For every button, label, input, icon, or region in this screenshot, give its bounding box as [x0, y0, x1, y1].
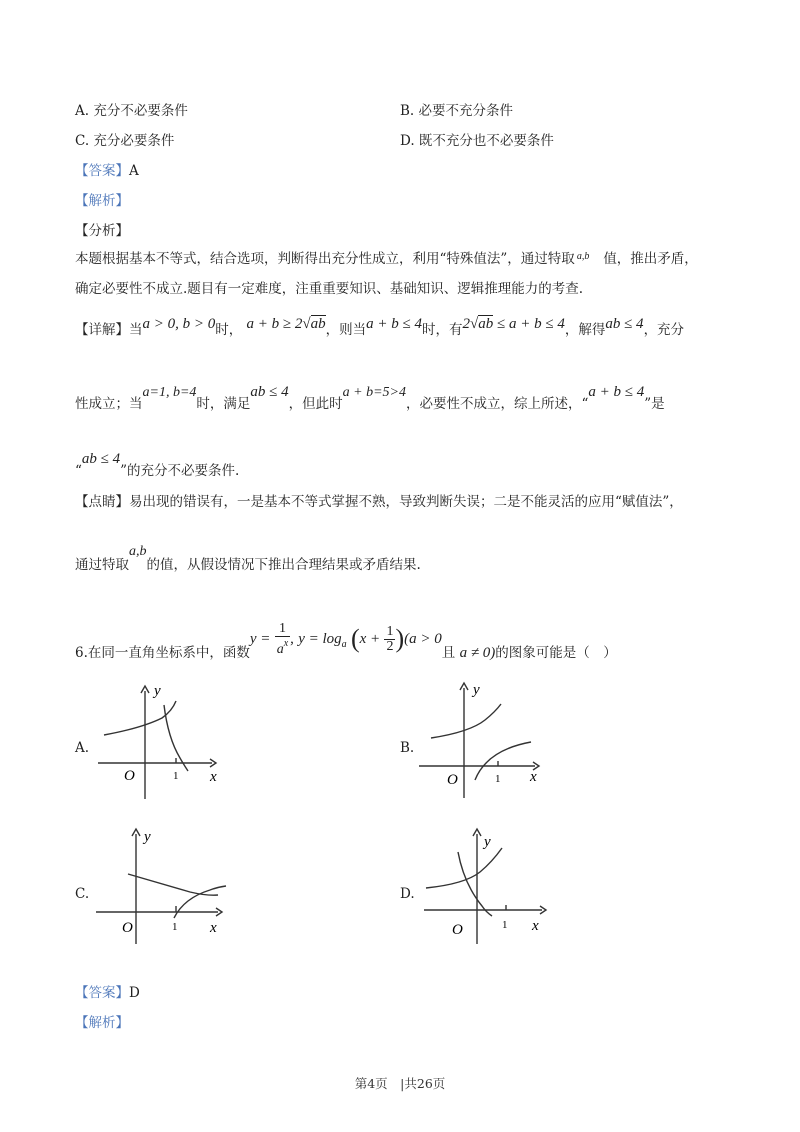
math-cond1: a > 0, b > 0: [142, 316, 216, 332]
svg-text:x: x: [530, 769, 537, 785]
detail-text: 是: [651, 396, 665, 412]
svg-text:1: 1: [173, 770, 179, 782]
svg-text:x: x: [210, 769, 217, 785]
q5-detail-line2: [75, 384, 665, 412]
detail-text: 时，有: [422, 322, 463, 338]
svg-text:x: x: [210, 920, 217, 936]
q5-fenxi-tag: 【分析】: [75, 223, 129, 239]
dianjing-text: 的值，从假设情况下推出合理结果或矛盾结果.: [146, 557, 421, 573]
quote-close: ”: [644, 396, 652, 412]
q6-option-c-label: C.: [75, 886, 90, 902]
detail-text: ，则当: [325, 322, 367, 338]
q5-option-a: A. 充分不必要条件: [75, 103, 188, 119]
svg-text:O: O: [447, 772, 458, 788]
svg-text:y: y: [144, 829, 151, 845]
q6-option-d-label: D.: [400, 886, 415, 902]
q5-option-b: B. 必要不充分条件: [400, 103, 514, 119]
answer-value: A: [129, 163, 139, 179]
answer-value: D: [129, 985, 140, 1001]
detail-text: 性成立；当: [75, 396, 143, 412]
math-ab: ab ≤ 4: [250, 384, 289, 400]
q6-graph-d: [420, 826, 560, 946]
math-ineq1: a + b ≥ 2√ab: [246, 316, 326, 332]
math-vals: a=1, b=4: [142, 385, 197, 400]
stem-text: 6.在同一直角坐标系中，函数: [75, 645, 250, 661]
q5-detail-line3: [75, 451, 239, 479]
q5-option-d: D. 既不充分也不必要条件: [400, 133, 554, 149]
svg-text:x: x: [532, 918, 539, 934]
svg-text:O: O: [122, 920, 133, 936]
detail-text: 时，: [215, 322, 243, 338]
svg-text:y: y: [154, 683, 161, 699]
q5-fenxi-line2: 确定必要性不成立.题目有一定难度，注重重要知识、基础知识、逻辑推理能力的考查.: [75, 281, 584, 297]
detail-text: 的充分不必要条件.: [127, 463, 240, 479]
dianjing-tag: 【点睛】: [75, 494, 129, 510]
detail-text: ，但此时: [288, 396, 343, 412]
q6-stem: [75, 622, 617, 662]
math-sum: a + b=5>4: [342, 385, 406, 400]
q5-dianjing: [75, 490, 683, 510]
quote-open: “: [581, 396, 589, 412]
math-cond2: a ≠ 0): [459, 645, 496, 661]
math-functions: y = $\frac{1}{a^x}$ , $y = \log_a (x$ + $\frac{1}{2}$ )(a > 0: [249, 621, 442, 657]
dianjing-text: 易出现的错误有，一是基本不等式掌握不熟，导致判断失误；二是不能灵活的应用“赋值法”，: [129, 494, 683, 510]
math-sum2: a + b ≤ 4: [588, 384, 645, 400]
detail-tag: 【详解】: [75, 322, 129, 338]
q5-answer: [75, 159, 139, 179]
fenxi-text-b: 值，推出矛盾，: [603, 251, 698, 267]
q5-dianjing-line2: [75, 544, 421, 573]
page-footer: 第4页 |共26页: [354, 1076, 446, 1091]
quote-open: “: [75, 463, 82, 479]
q6-graph-a: [92, 683, 232, 803]
svg-text:1: 1: [502, 919, 508, 931]
detail-text: ，解得: [564, 322, 606, 338]
math-ineq2: a + b ≤ 4: [366, 316, 422, 332]
svg-text:y: y: [473, 682, 480, 698]
answer-tag: 【答案】: [75, 985, 129, 1001]
fenxi-ab: a,b: [576, 251, 590, 262]
svg-text:1: 1: [172, 921, 178, 933]
svg-text:O: O: [452, 922, 463, 938]
quote-close: ”: [120, 463, 128, 479]
svg-text:1: 1: [495, 773, 501, 785]
math-ineq3: 2√ab ≤ a + b ≤ 4: [462, 316, 565, 332]
q5-option-c: C. 充分必要条件: [75, 133, 175, 149]
svg-text:y: y: [484, 834, 491, 850]
q6-option-a-label: A.: [75, 740, 90, 756]
q6-analysis-tag: 【解析】: [75, 1015, 129, 1031]
svg-text:O: O: [124, 768, 135, 784]
math-ab2: ab ≤ 4: [81, 451, 121, 467]
fenxi-text: 本题根据基本不等式，结合选项，判断得出充分性成立，利用“特殊值法”，通过特取: [75, 251, 575, 267]
q6-answer: [75, 981, 140, 1001]
math-ab3: a,b: [129, 544, 147, 559]
q6-option-b-label: B.: [400, 740, 415, 756]
q6-graph-c: [92, 826, 237, 946]
answer-tag: 【答案】: [75, 163, 129, 179]
q5-fenxi-line1: [75, 247, 698, 267]
dianjing-text: 通过特取: [75, 557, 129, 573]
stem-text: 的图象可能是（ ）: [495, 645, 617, 661]
q5-analysis-tag: 【解析】: [75, 193, 129, 209]
q5-detail-line1: [75, 316, 684, 338]
q6-graph-b: [415, 680, 555, 805]
detail-text: ，充分: [643, 322, 685, 338]
math-ineq4: ab ≤ 4: [605, 316, 644, 332]
stem-text: 且: [441, 645, 456, 661]
detail-text: 时，满足: [196, 396, 251, 412]
detail-text: 当: [129, 322, 143, 338]
detail-text: ，必要性不成立，综上所述，: [405, 396, 582, 412]
